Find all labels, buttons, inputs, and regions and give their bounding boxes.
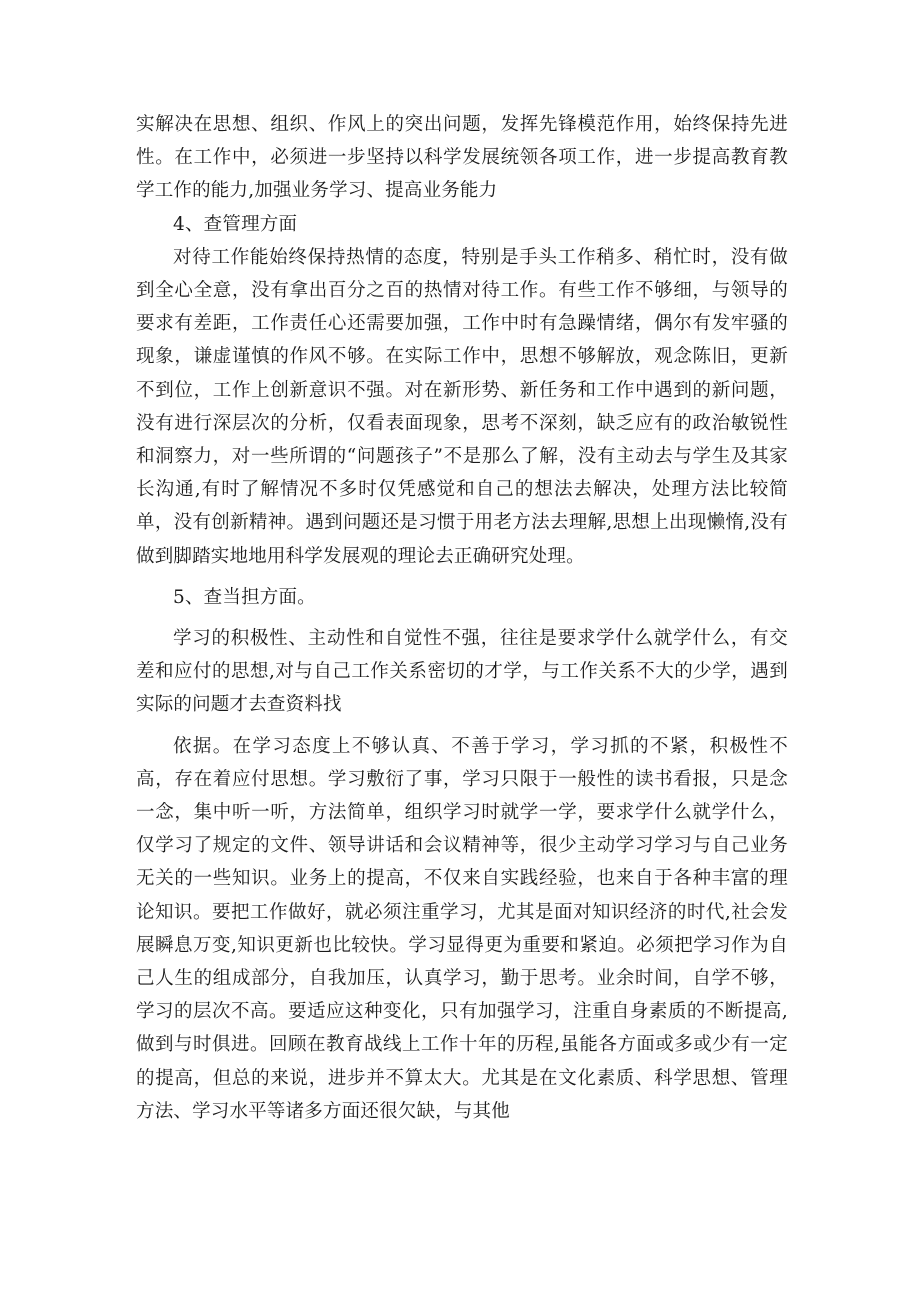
paragraph-intro: 实解决在思想、组织、作风上的突出问题，发挥先锋模范作用，始终保持先进性。在工作中，必须进一步坚持以科学发展统领各项工作，进一步提高教育教学工作的能力,加强业务学习、提高业务能力 xyxy=(136,114,788,202)
section-heading-4: 4、查管理方面 xyxy=(173,213,298,235)
paragraph-management: 对待工作能始终保持热情的态度，特别是手头工作稍多、稍忙时，没有做到全心全意，没有拿出百分之百的热情对待工作。有些工作不够细，与领导的要求有差距，工作责任心还需要加强，工作中时有急躁情绪，偶尔有发牢骚的现象，谦虚谨慎的作风不够。在实际工作中，思想不够解放，观念陈旧，更新不到位，工作上创新意识不强。对在新形势、新任务和工作中遇到的新问题，没有进行深层次的分析，仅看表面现象，思考不深刻，缺乏应有的政治敏锐性和洞察力，对一些所谓的“问题孩子”不是那么了解，没有主动去与学生及其家长沟通,有时了解情况不多时仅凭感觉和自己的想法去解决，处理方法比较简单，没有创新精神。遇到问题还是习惯于用老方法去理解,思想上出现懒惰,没有做到脚踏实地地用科学发展观的理论去正确研究处理。 xyxy=(136,246,788,567)
section-heading-5: 5、查当担方面。 xyxy=(173,586,316,608)
document-body xyxy=(136,108,788,1128)
paragraph-basis: 依据。在学习态度上不够认真、不善于学习，学习抓的不紧，积极性不高，存在着应付思想。学习敷衍了事，学习只限于一般性的读书看报，只是念一念，集中听一听，方法简单，组织学习时就学一学，要求学什么就学什么，仅学习了规定的文件、领导讲话和会议精神等，很少主动学习学习与自己业务无关的一些知识。业务上的提高，不仅来自实践经验，也来自于各种丰富的理论知识。要把工作做好，就必须注重学习，尤其是面对知识经济的时代,社会发展瞬息万变,知识更新也比较快。学习显得更为重要和紧迫。必须把学习作为自己人生的组成部分，自我加压，认真学习，勤于思考。业余时间，自学不够，学习的层次不高。要适应这种变化，只有加强学习，注重自身素质的不断提高,做到与时俱进。回顾在教育战线上工作十年的历程,虽能各方面或多或少有一定的提高，但总的来说，进步并不算太大。尤其是在文化素质、科学思想、管理方法、学习水平等诸多方面还很欠缺，与其他 xyxy=(136,735,788,1122)
paragraph-learning: 学习的积极性、主动性和自觉性不强，往往是要求学什么就学什么，有交差和应付的思想,对与自己工作关系密切的才学，与工作关系不大的少学，遇到实际的问题才去查资料找 xyxy=(136,628,788,716)
